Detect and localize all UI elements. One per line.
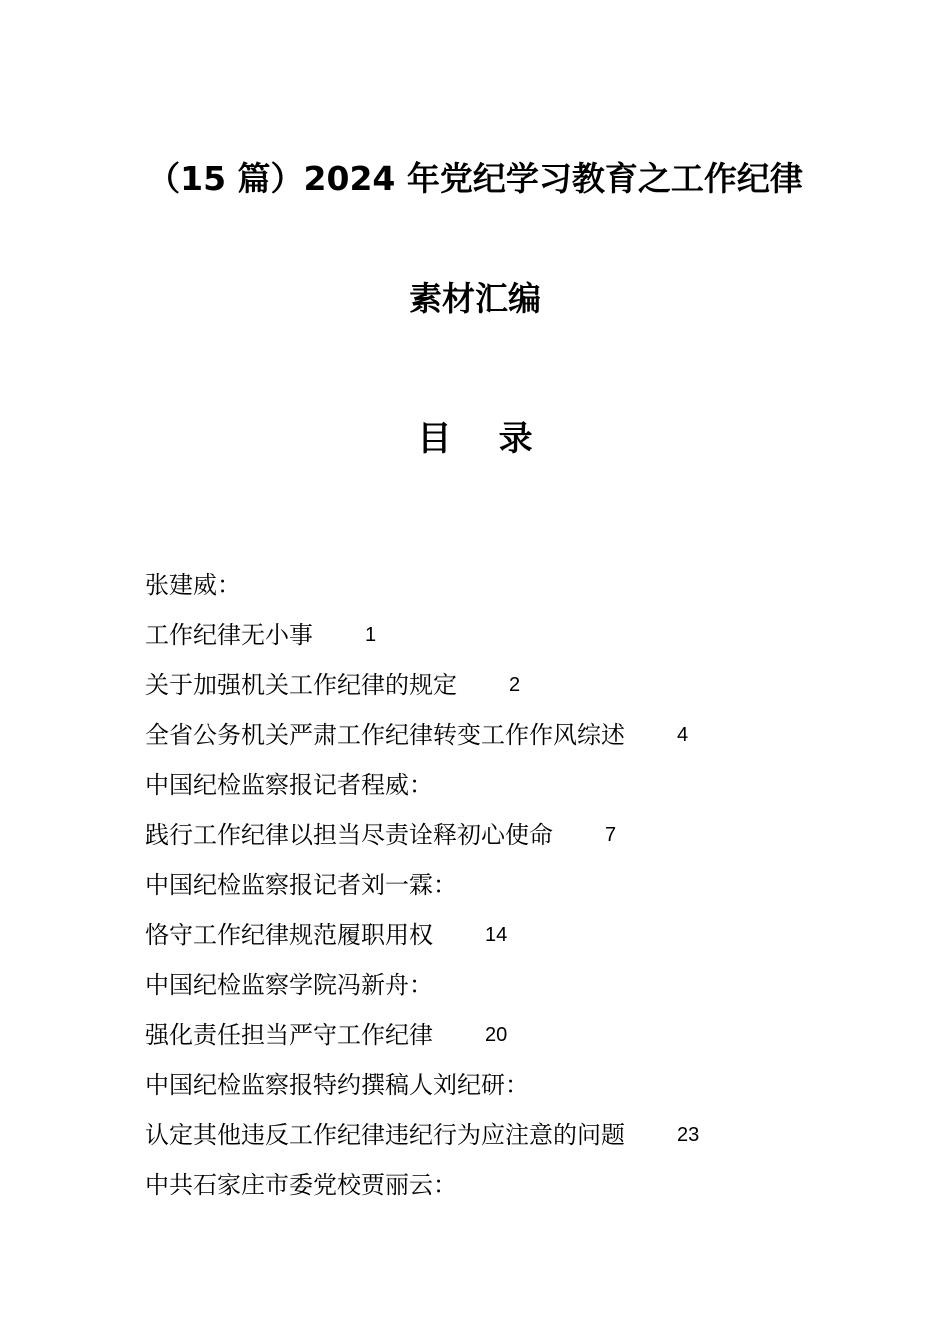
toc-entry-text: 中共石家庄市委党校贾丽云： — [145, 1171, 457, 1199]
toc-page-number: 14 — [485, 924, 508, 946]
toc-heading: 目 录 — [417, 419, 533, 459]
toc-entry-text: 中国纪检监察报特约撰稿人刘纪研： — [145, 1071, 529, 1099]
toc-entry-text: 恪守工作纪律规范履职用权 — [145, 921, 433, 949]
document-title-line-2: 素材汇编 — [409, 279, 541, 318]
toc-entry — [145, 860, 865, 910]
toc-entry — [145, 910, 865, 960]
toc-entry-text: 践行工作纪律以担当尽责诠释初心使命 — [145, 821, 553, 849]
toc-entry — [145, 810, 865, 860]
toc-entry — [145, 1110, 865, 1160]
toc-entry-text: 张建威： — [145, 571, 241, 599]
toc-page-number: 20 — [485, 1024, 508, 1046]
table-of-contents — [145, 560, 865, 1210]
toc-entry-text: 强化责任担当严守工作纪律 — [145, 1021, 433, 1049]
document-title-line-1: （15 篇）2024 年党纪学习教育之工作纪律 — [147, 159, 803, 198]
toc-entry — [145, 1160, 865, 1210]
toc-entry — [145, 710, 865, 760]
toc-entry-text: 认定其他违反工作纪律违纪行为应注意的问题 — [145, 1121, 625, 1149]
toc-page-number: 4 — [677, 724, 689, 746]
toc-entry — [145, 760, 865, 810]
toc-entry-text: 工作纪律无小事 — [145, 621, 313, 649]
toc-entry — [145, 660, 865, 710]
toc-entry — [145, 610, 865, 660]
toc-page-number: 2 — [509, 674, 521, 696]
toc-page-number: 23 — [677, 1124, 700, 1146]
toc-page-number: 7 — [605, 824, 617, 846]
toc-entry-text: 中国纪检监察学院冯新舟： — [145, 971, 433, 999]
toc-entry-text: 中国纪检监察报记者刘一霖： — [145, 871, 457, 899]
toc-entry-text: 中国纪检监察报记者程威： — [145, 771, 433, 799]
toc-entry — [145, 1010, 865, 1060]
toc-entry-text: 关于加强机关工作纪律的规定 — [145, 671, 457, 699]
toc-page-number: 1 — [365, 624, 377, 646]
toc-entry — [145, 1060, 865, 1110]
toc-entry-text: 全省公务机关严肃工作纪律转变工作作风综述 — [145, 721, 625, 749]
toc-entry — [145, 560, 865, 610]
toc-entry — [145, 960, 865, 1010]
